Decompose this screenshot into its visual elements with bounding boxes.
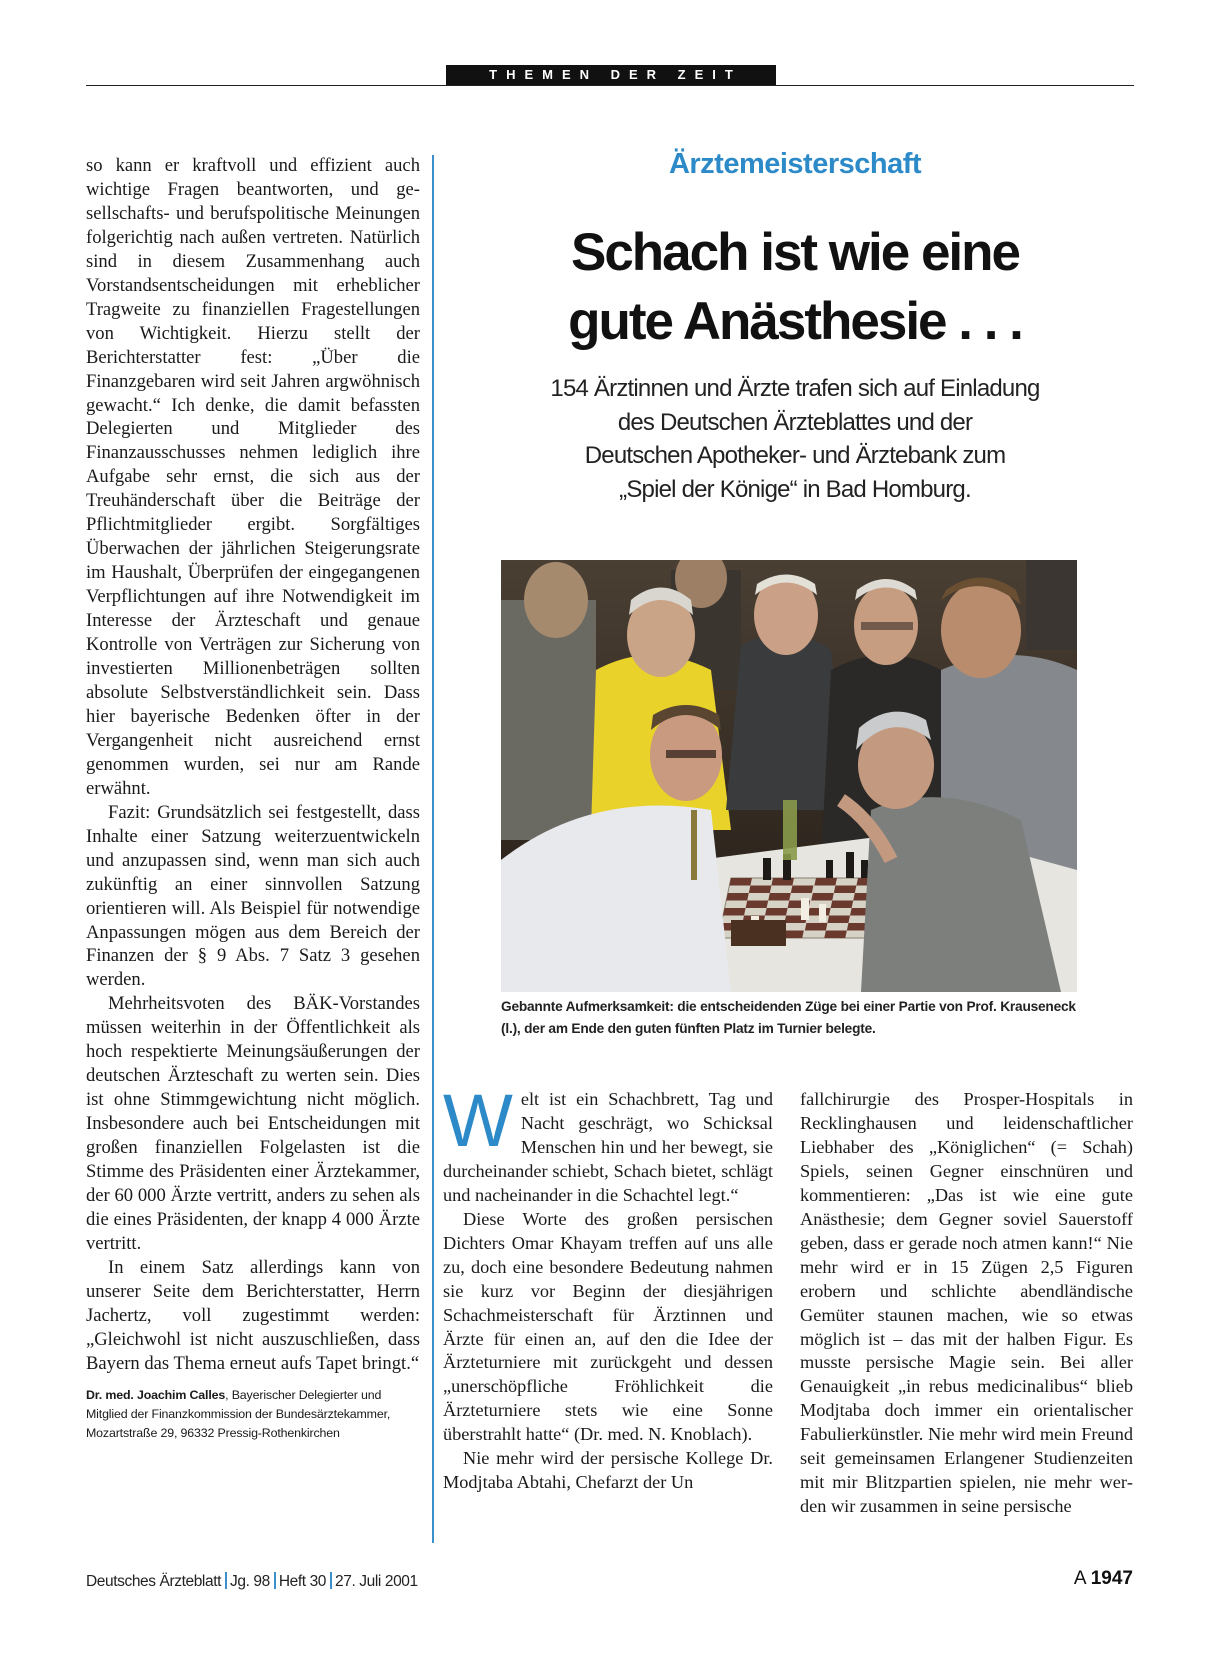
deck-line-2: des Deutschen Ärzteblattes und der (617, 408, 973, 436)
headline-line-2: gute Anästhesie . . . (568, 292, 1022, 351)
article-column-1 (443, 1079, 773, 1495)
article-photo (501, 560, 1077, 992)
left-paragraph-1: so kann er kraftvoll und effizient auch wichtige Fragen beantworten, und gesellschafts- und berufspolitische Meinungen folgerichtig nach außen vertreten. Natürlich sind in diesem Zusammenhang auch Vorstandsentscheidungen mit erheblicher Tragweite zu finanziellen Fragestellungen von Wichtigkeit. Hierzu stellt der Berichterstatter fest: „Über die Finanzgebaren wird seit Jahren argwöhnisch gewacht.“ Ich denke, die damit befassten Delegierten und Mitglieder des Finanzausschusses nehmen lediglich ihre Aufgabe sehr ernst, die sich aus der Treuhänderschaft über die Beiträge der Pflichtmitglieder ergibt. Sorgfältiges Überwachen der jährlichen Steigerungsrate im Haushalt, Überprüfen der eingegangenen Verpflichtungen auf ihre Notwendigkeit im Interesse der Ärzteschaft und genaue Kontrolle von Verträgen zur Sicherung von investierten Millionenbeträgen sollten absolute Selbstverständlichkeit sein. Dass hier bayerische Bedenken öfter in der Vergangenheit nicht ausreichend ernst genommen wurden, sei nur am Rande erwähnt. (86, 155, 420, 799)
page-number-value: 1947 (1090, 1568, 1133, 1589)
article-paragraph-2: Diese Worte des großen persischen Dichters Omar Khayam treffen auf uns alle zu, doch eine besondere Bedeutung nahmen sie kurz vor Beginn der diesjährigen Schachmeisterschaft für Ärztinnen und Ärzte für einen an, auf den die Idee der Ärzteturniere mit zurückgeht und dessen „unerschöpfliche Fröhlichkeit die Ärzteturniere stets wie eine Sonne überstrahlt hatte“ (Dr. med. N. Knoblach). (443, 1208, 773, 1445)
page-prefix: A (1073, 1568, 1086, 1589)
article-paragraph-1-text: elt ist ein Schachbrett, Tag und Nacht geschrägt, wo Schicksal Menschen hin und her bewegt, sie durcheinander schiebt, Schach bietet, schlägt und nacheinander in die Schachtel legt.“ (443, 1089, 773, 1205)
photo-caption: Gebannte Aufmerksamkeit: die entscheidenden Züge bei einer Partie von Prof. Krauseneck (l.), der am Ende den guten fünften Platz im Turnier belegte. (501, 999, 1076, 1036)
article-kicker: Ärztemeisterschaft (668, 148, 922, 180)
footer-date: 27. Juli 2001 (335, 1573, 418, 1590)
footer-issue: Heft 30 (278, 1573, 327, 1590)
article-column-2 (800, 1088, 1133, 1519)
footer-separator (274, 1572, 276, 1589)
left-paragraph-2: Fazit: Grundsätzlich sei festgestellt, dass Inhalte einer Satzung weiterzuentwickeln und anzupassen sind, wenn man sich auch zukünftig an einer sinnvollen Satzung orientieren will. Als Beispiel für notwendige Anpassungen mögen aus dem Bereich der Finanzen der § 9 Abs. 7 Satz 3 gesehen werden. (86, 801, 420, 991)
deck-line-1: 154 Ärztinnen und Ärzte trafen sich auf Einladung (550, 375, 1040, 402)
article-paragraph-1 (443, 1079, 773, 1208)
article-headline (450, 218, 1140, 356)
author-name: Dr. med. Joachim Calles (86, 1387, 226, 1402)
article-paragraph-3: Nie mehr wird der persische Kollege Dr. Modjtaba Abtahi, Chefarzt der Un (443, 1448, 773, 1493)
header-rule (86, 85, 1134, 86)
author-info: , Bayerischer Delegierter und Mitglied der Finanzkommission der Bundesärztekammer, Mozartstraße 29, 96332 Pressig-Rothenkirchen (86, 1387, 391, 1441)
article-paragraph-4: fallchirurgie des Prosper-Hospitals in Recklinghausen und leidenschaftlicher Liebhaber des „Königlichen“ (= Schah) Spiels, seinen Gegner einschnüren und kommentieren: „Das ist wie eine gute Anästhesie; dem Gegner soviel Sauerstoff geben, dass er gerade noch atmen kann!“ Nie mehr wird er in 15 Zügen 2,5 Figuren erobern und schlichte abendländische Gemüter staunen machen, wie so etwas möglich ist – das mit der halben Figur. Es musste persische Magie sein. Bei aller Genauigkeit „in rebus medicinalibus“ blieb Modjtaba doch immer ein orientalischer Fabulierkünstler. Nie mehr wird mein Freund seit gemeinsamen Erlangener Studienzeiten mit mir Blitzpartien spielen, nie mehr werden wir zusammen in seine persische (800, 1089, 1133, 1517)
headline-line-1: Schach ist wie eine (570, 223, 1020, 282)
drop-cap: W (443, 1079, 513, 1162)
footer-publication: Deutsches Ärzteblatt (86, 1573, 222, 1590)
page-footer (86, 1572, 418, 1591)
left-paragraph-4: In einem Satz allerdings kann von unserer Seite dem Berichterstatter, Herrn Jachertz, voll zugestimmt werden: „Gleichwohl ist nicht auszuschließen, dass Bayern das Thema erneut aufs Tapet bringt.“ (86, 1256, 420, 1374)
page-number (1074, 1568, 1133, 1590)
article-deck (470, 372, 1120, 506)
deck-line-4: „Spiel der Könige“ in Bad Homburg. (619, 475, 971, 503)
chess-players-photo (501, 560, 1077, 992)
section-banner: THEMEN DER ZEIT (446, 65, 776, 85)
footer-separator (330, 1572, 332, 1589)
left-paragraph-3: Mehrheitsvoten des BÄK-Vorstandes müssen weiterhin in der Öffentlichkeit als hoch respektierte Meinungsäußerungen der deutschen Ärzteschaft zu werten sein. Dies ist ohne Stimmgewichtung nicht möglich. Insbesondere auch bei Entscheidungen mit großen finanziellen Folgelasten ist die Stimme des Präsidenten einer Ärztekammer, der 60 000 Ärzte vertritt, anders zu sehen als die eines Präsidenten, der knapp 4 000 Ärzte vertritt. (86, 993, 420, 1254)
deck-line-3: Deutschen Apotheker- und Ärztebank zum (584, 442, 1006, 469)
footer-volume: Jg. 98 (230, 1573, 270, 1590)
author-note (86, 1386, 420, 1444)
column-divider (432, 155, 434, 1543)
footer-separator (225, 1572, 227, 1589)
left-column (86, 154, 420, 1444)
